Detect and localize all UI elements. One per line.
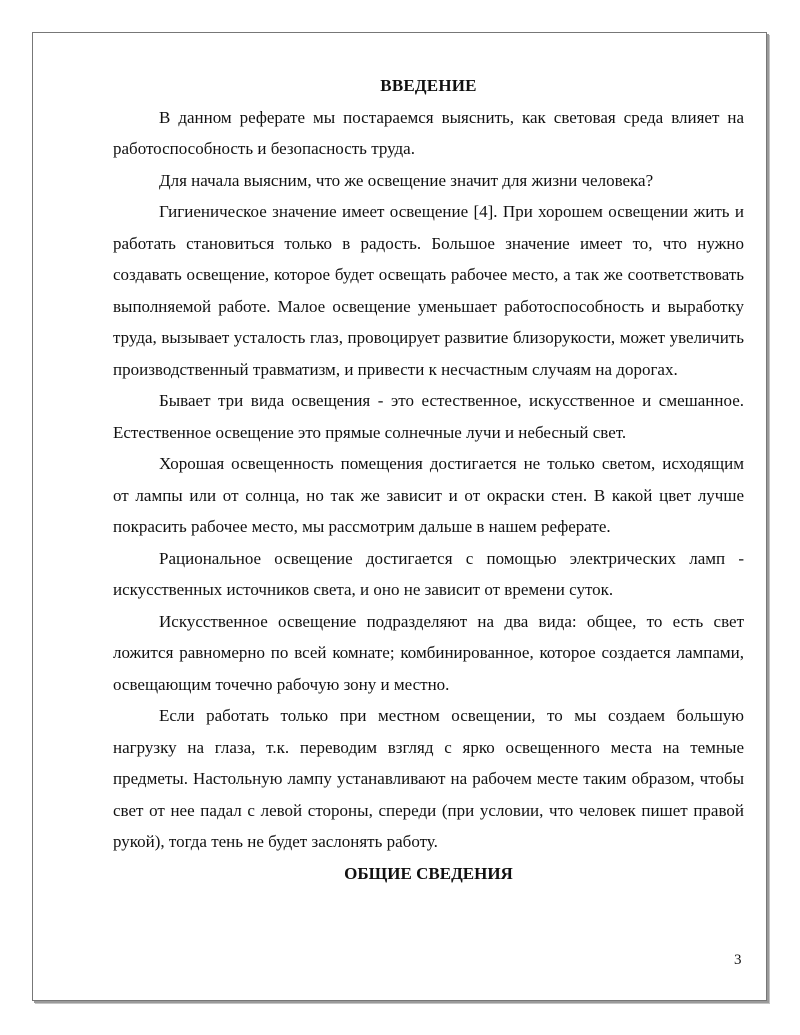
paragraph: Искусственное освещение подразделяют на два вида: общее, то есть свет ложится равномерно по всей комнате; комбинированное, которое создается лампами, освещающим точечно рабочую зону и местно.	[113, 611, 744, 694]
paragraph: В данном реферате мы постараемся выяснить, как световая среда влияет на работоспособность и безопасность труда.	[113, 107, 744, 158]
paragraph: Гигиеническое значение имеет освещение [4]. При хорошем освещении жить и работать становиться только в радость. Большое значение имеет то, что нужно создавать освещение, которое будет освещать рабочее место, а так же соответствовать выполняемой работе. Малое освещение уменьшает работоспособность и выработку труда, вызывает усталость глаз, провоцирует развитие близорукости, может увеличить производственный травматизм, и привести к несчастным случаям на дорогах.	[113, 202, 744, 379]
document-body	[113, 70, 744, 889]
paragraph: Бывает три вида освещения - это естественное, искусственное и смешанное. Естественное освещение это прямые солнечные лучи и небесный свет.	[113, 391, 744, 442]
section-heading-general-info: ОБЩИЕ СВЕДЕНИЯ	[344, 863, 513, 883]
page-number: 3	[734, 952, 742, 968]
paragraph: Рациональное освещение достигается с помощью электрических ламп - искусственных источников света, и оно не зависит от времени суток.	[113, 548, 744, 599]
paragraph: Для начала выясним, что же освещение значит для жизни человека?	[159, 170, 654, 190]
section-heading-introduction: ВВЕДЕНИЕ	[380, 76, 477, 95]
paragraph: Хорошая освещенность помещения достигается не только светом, исходящим от лампы или от солнца, но так же зависит и от окраски стен. В какой цвет лучше покрасить рабочее место, мы рассмотрим дальше в нашем реферате.	[113, 454, 744, 536]
paragraph: Если работать только при местном освещении, то мы создаем большую нагрузку на глаза, т.к. переводим взгляд с ярко освещенного места на темные предметы. Настольную лампу устанавливают на рабочем месте таким образом, чтобы свет от нее падал с левой стороны, спереди (при условии, что человек пишет правой рукой), тогда тень не будет заслонять работу.	[113, 706, 744, 851]
